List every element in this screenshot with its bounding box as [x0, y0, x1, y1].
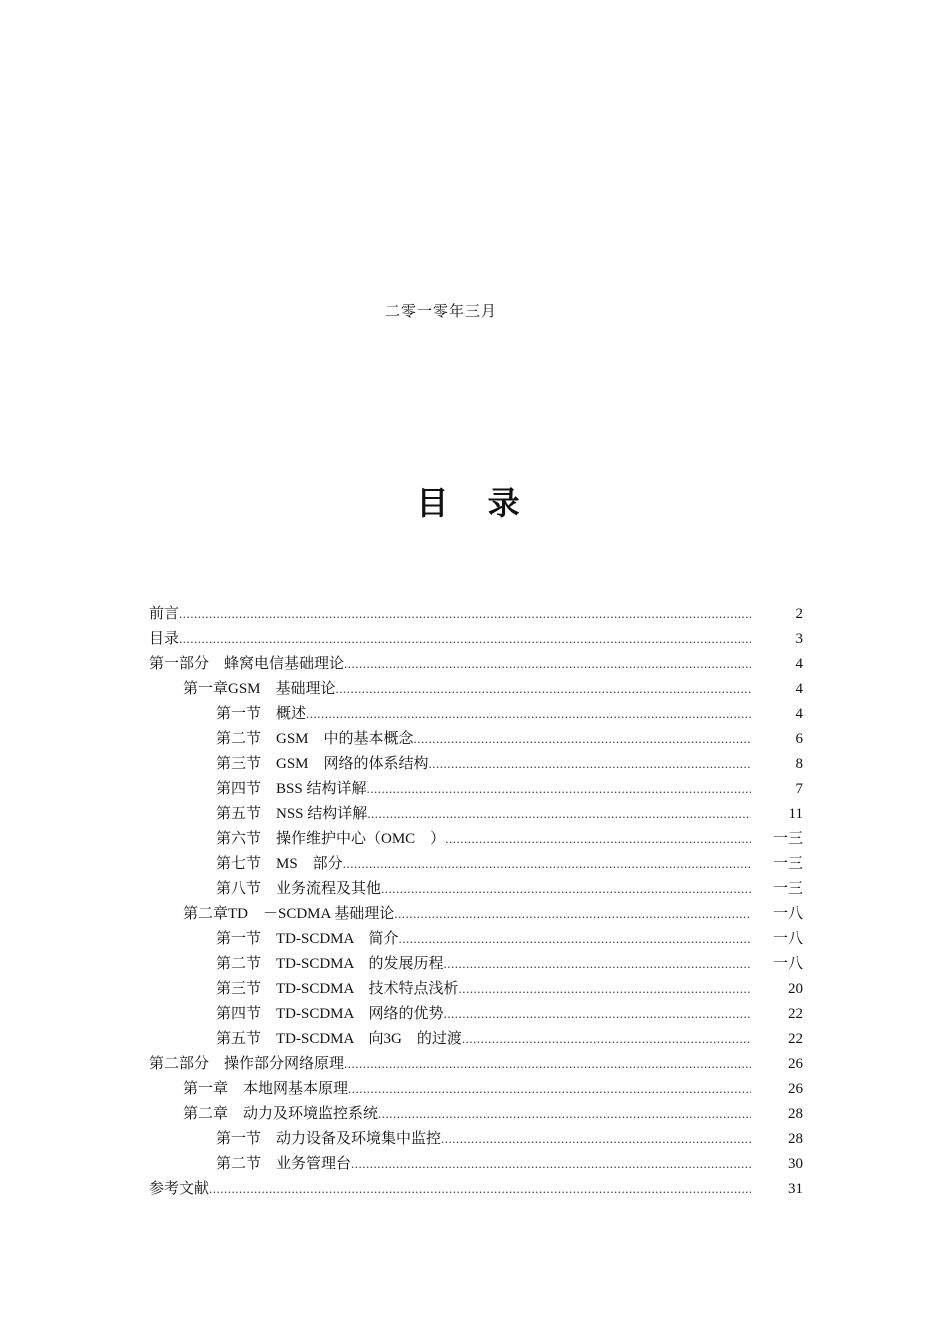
- toc-entry[interactable]: [149, 976, 803, 1001]
- toc-dot-leader: [179, 626, 751, 651]
- toc-dot-leader: [399, 926, 751, 951]
- toc-entry-page: 4: [795, 681, 803, 697]
- toc-entry[interactable]: [149, 1151, 803, 1176]
- toc-dot-leader: [306, 701, 751, 726]
- toc-entry-title: 第二节 GSM 中的基本概念: [216, 731, 414, 747]
- toc-entry-page: 31: [788, 1181, 803, 1197]
- date-text: 二零一零年三月: [384, 304, 497, 320]
- toc-entry-title: 第二节 TD-SCDMA 的发展历程: [216, 956, 444, 972]
- toc-entry[interactable]: [149, 926, 803, 951]
- toc-dot-leader: [378, 1101, 751, 1126]
- toc-entry-page: 11: [788, 806, 803, 822]
- toc-entry-title: 第四节 TD-SCDMA 网络的优势: [216, 1006, 444, 1022]
- toc-entry-page: 2: [795, 606, 803, 622]
- toc-entry-title: 第二章 动力及环境监控系统: [183, 1106, 379, 1122]
- toc-entry[interactable]: [149, 1076, 803, 1101]
- toc-entry[interactable]: [149, 1126, 803, 1151]
- toc-dot-leader: [441, 1126, 751, 1151]
- toc-dot-leader: [444, 1001, 751, 1026]
- toc-entry-page: 20: [788, 981, 803, 997]
- toc-entry-page: 28: [788, 1131, 803, 1147]
- toc-dot-leader: [429, 751, 751, 776]
- toc-entry-title: 第一部分 蜂窝电信基础理论: [149, 656, 345, 672]
- toc-dot-leader: [344, 1051, 751, 1076]
- toc-entry[interactable]: [149, 651, 803, 676]
- toc-entry-page: 28: [788, 1106, 803, 1122]
- toc-dot-leader: [336, 676, 751, 701]
- toc-entry[interactable]: [149, 1001, 803, 1026]
- toc-entry-title: 第七节 MS 部分: [216, 856, 343, 872]
- toc-entry-page: 4: [795, 706, 803, 722]
- toc-entry-title: 目录: [149, 631, 180, 647]
- toc-entry-page: 6: [795, 731, 803, 747]
- toc-entry-title: 第三节 TD-SCDMA 技术特点浅析: [216, 981, 459, 997]
- toc-entry-page: 一八: [772, 931, 803, 947]
- toc-entry-title: 第三节 GSM 网络的体系结构: [216, 756, 429, 772]
- toc-entry-page: 22: [788, 1031, 803, 1047]
- toc-entry-page: 22: [788, 1006, 803, 1022]
- toc-dot-leader: [348, 1076, 751, 1101]
- toc-entry-title: 参考文献: [149, 1181, 210, 1197]
- toc-dot-leader: [445, 826, 751, 851]
- toc-entry[interactable]: [149, 776, 803, 801]
- toc-dot-leader: [179, 601, 751, 626]
- toc-entry-title: 第一章 本地网基本原理: [183, 1081, 349, 1097]
- toc-entry-title: 第二章TD －SCDMA 基础理论: [183, 906, 395, 922]
- toc-entry[interactable]: [149, 726, 803, 751]
- toc-dot-leader: [351, 1151, 751, 1176]
- toc-entry[interactable]: [149, 951, 803, 976]
- toc-entry-page: 4: [795, 656, 803, 672]
- table-of-contents: [149, 601, 803, 1201]
- toc-dot-leader: [209, 1176, 751, 1201]
- toc-entry-page: 一八: [772, 956, 803, 972]
- toc-entry-title: 第一节 概述: [216, 706, 307, 722]
- toc-entry[interactable]: [149, 601, 803, 626]
- toc-title: 目 录: [416, 484, 534, 522]
- toc-entry[interactable]: [149, 751, 803, 776]
- toc-dot-leader: [381, 876, 751, 901]
- toc-dot-leader: [459, 976, 751, 1001]
- toc-dot-leader: [366, 776, 751, 801]
- toc-dot-leader: [343, 851, 751, 876]
- toc-entry-title: 第一节 动力设备及环境集中监控: [216, 1131, 442, 1147]
- toc-entry-title: 第二节 业务管理台: [216, 1156, 352, 1172]
- toc-entry[interactable]: [149, 826, 803, 851]
- toc-entry[interactable]: [149, 1101, 803, 1126]
- toc-entry-page: 3: [795, 631, 803, 647]
- toc-dot-leader: [367, 801, 751, 826]
- toc-entry-page: 一三: [772, 831, 803, 847]
- toc-dot-leader: [444, 951, 751, 976]
- toc-entry[interactable]: [149, 801, 803, 826]
- toc-entry-title: 第四节 BSS 结构详解: [216, 781, 367, 797]
- toc-entry[interactable]: [149, 1026, 803, 1051]
- toc-entry[interactable]: [149, 901, 803, 926]
- toc-entry-title: 第六节 操作维护中心（OMC ）: [216, 831, 446, 847]
- toc-entry-page: 26: [788, 1056, 803, 1072]
- toc-entry-page: 26: [788, 1081, 803, 1097]
- toc-entry-page: 8: [795, 756, 803, 772]
- toc-entry[interactable]: [149, 1176, 803, 1201]
- toc-entry-page: 一三: [772, 856, 803, 872]
- toc-entry-title: 第五节 TD-SCDMA 向3G 的过渡: [216, 1031, 462, 1047]
- toc-entry[interactable]: [149, 676, 803, 701]
- toc-entry[interactable]: [149, 626, 803, 651]
- toc-entry-title: 第一节 TD-SCDMA 简介: [216, 931, 399, 947]
- document-date: [0, 300, 950, 321]
- toc-entry[interactable]: [149, 876, 803, 901]
- toc-dot-leader: [414, 726, 751, 751]
- toc-entry-page: 一三: [772, 881, 803, 897]
- toc-entry-page: 一八: [772, 906, 803, 922]
- toc-entry-title: 第五节 NSS 结构详解: [216, 806, 368, 822]
- toc-entry-page: 30: [788, 1156, 803, 1172]
- toc-entry-page: 7: [795, 781, 803, 797]
- toc-entry-title: 第八节 业务流程及其他: [216, 881, 382, 897]
- toc-entry-title: 第一章GSM 基础理论: [183, 681, 336, 697]
- toc-dot-leader: [394, 901, 751, 926]
- toc-entry[interactable]: [149, 701, 803, 726]
- toc-dot-leader: [344, 651, 751, 676]
- toc-dot-leader: [462, 1026, 751, 1051]
- toc-entry[interactable]: [149, 1051, 803, 1076]
- toc-entry-title: 第二部分 操作部分网络原理: [149, 1056, 345, 1072]
- toc-entry[interactable]: [149, 851, 803, 876]
- toc-entry-title: 前言: [149, 606, 180, 622]
